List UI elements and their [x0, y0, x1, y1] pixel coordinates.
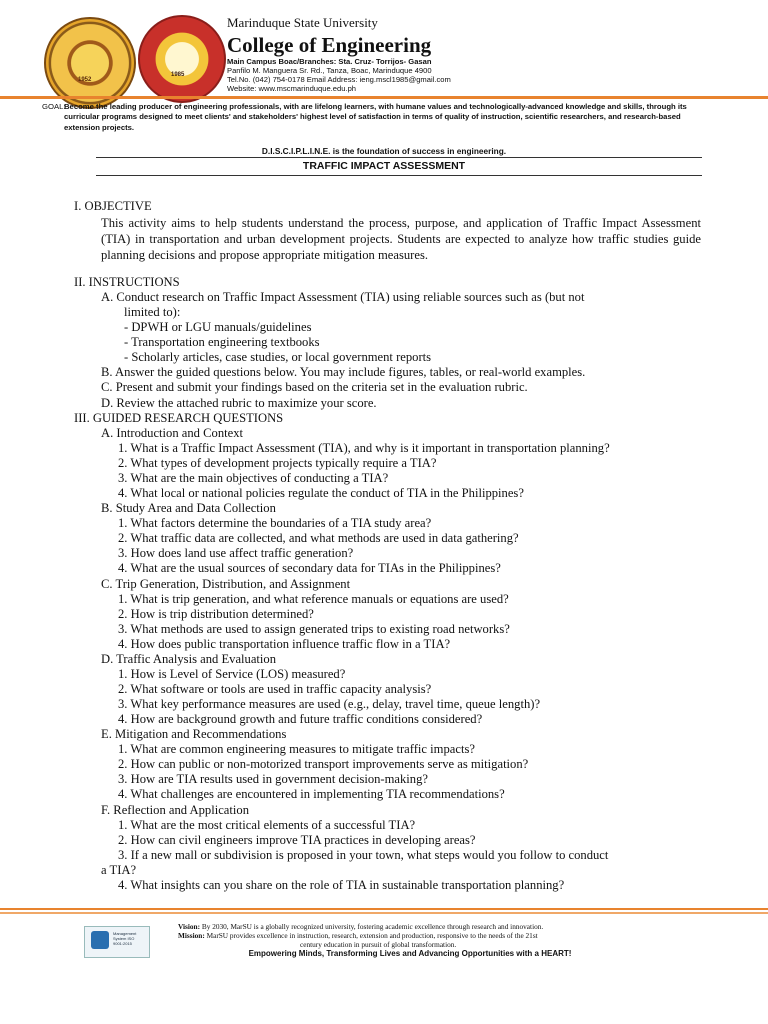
- source-item: - Scholarly articles, case studies, or local government reports: [124, 350, 432, 364]
- objective-text: This activity aims to help students understand the process, purpose, and application of Traffic Impact Assessment (TIA) in transportation and urban development projects. Students are expected to analyze how traffic studies guide planning decisions and propose appropriate mitigation measures.: [101, 216, 701, 262]
- question-item: 1. What is a Traffic Impact Assessment (TIA), and why is it important in transportation planning?: [118, 441, 610, 455]
- vision-label: Vision:: [178, 922, 201, 931]
- section-heading: C. Trip Generation, Distribution, and Assignment: [101, 577, 351, 591]
- question-item: 4. What insights can you share on the role of TIA in sustainable transportation planning?: [118, 878, 565, 892]
- instruction-c: C. Present and submit your findings based on the criteria set in the evaluation rubric.: [101, 380, 528, 394]
- question-item: 3. If a new mall or subdivision is proposed in your town, what steps would you follow to conduct: [118, 848, 609, 862]
- question-item: 4. How are background growth and future traffic conditions considered?: [118, 712, 483, 726]
- instructions-heading: II. INSTRUCTIONS: [74, 275, 180, 289]
- mission-text: MarSU provides excellence in instruction, research, extension and production, responsive to the needs of the 21st: [206, 931, 538, 940]
- question-item: 1. What factors determine the boundaries of a TIA study area?: [118, 516, 432, 530]
- source-item: - DPWH or LGU manuals/guidelines: [124, 320, 312, 334]
- instruction-d: D. Review the attached rubric to maximize your score.: [101, 396, 377, 410]
- footer-divider: [0, 908, 768, 910]
- title-rule-top: [96, 157, 702, 158]
- campus-line: Main Campus Boac/Branches: Sta. Cruz- Torrijos- Gasan: [227, 57, 432, 66]
- question-item: 1. What is trip generation, and what reference manuals or equations are used?: [118, 592, 509, 606]
- certification-text: Management System ISO 9001:2015: [113, 931, 137, 946]
- question-item: 4. What are the usual sources of secondary data for TIAs in the Philippines?: [118, 561, 501, 575]
- objective-heading: I. OBJECTIVE: [74, 199, 152, 213]
- footer-divider: [0, 912, 768, 914]
- question-item: 2. What traffic data are collected, and what methods are used in data gathering?: [118, 531, 519, 545]
- address-line: Panfilo M. Manguera Sr. Rd., Tanza, Boac, Marinduque 4900: [227, 66, 432, 75]
- iso-certification-badge: [84, 926, 150, 958]
- question-item: 3. How does land use affect traffic generation?: [118, 546, 354, 560]
- section-heading: A. Introduction and Context: [101, 426, 244, 440]
- question-item: 1. How is Level of Service (LOS) measured?: [118, 667, 346, 681]
- question-item: 3. What are the main objectives of conducting a TIA?: [118, 471, 389, 485]
- website-line: Website: www.mscmarinduque.edu.ph: [227, 84, 357, 93]
- question-item: 2. How can civil engineers improve TIA practices in developing areas?: [118, 833, 476, 847]
- mission-statement: [178, 931, 658, 940]
- section-heading: E. Mitigation and Recommendations: [101, 727, 287, 741]
- question-item: 3. How are TIA results used in government decision-making?: [118, 772, 428, 786]
- question-item: 4. What challenges are encountered in implementing TIA recommendations?: [118, 787, 505, 801]
- footer-tagline: Empowering Minds, Transforming Lives and Advancing Opportunities with a HEART!: [248, 949, 572, 958]
- title-rule-bottom: [96, 175, 702, 176]
- question-item: 3. What key performance measures are used (e.g., delay, travel time, queue length)?: [118, 697, 541, 711]
- section-heading: F. Reflection and Application: [101, 803, 249, 817]
- seal-year-label: 1952: [78, 77, 92, 83]
- question-item: 1. What are common engineering measures to mitigate traffic impacts?: [118, 742, 475, 756]
- header-divider: [0, 96, 768, 99]
- instruction-a-cont: limited to):: [124, 305, 181, 319]
- discipline-motto: D.I.S.C.I.P.L.I.N.E. is the foundation of success in engineering.: [261, 146, 507, 156]
- question-item: 3. What methods are used to assign generated trips to existing road networks?: [118, 622, 510, 636]
- college-seal: [138, 15, 226, 103]
- contact-line: Tel.No. (042) 754-0178 Email Address: ieng.mscl1985@gmail.com: [227, 75, 451, 84]
- goal-label: GOAL:: [42, 102, 66, 111]
- mission-statement-cont: century education in pursuit of global transformation.: [300, 940, 457, 949]
- vision-statement: [178, 922, 658, 931]
- question-item: 2. What software or tools are used in traffic capacity analysis?: [118, 682, 432, 696]
- section-heading: B. Study Area and Data Collection: [101, 501, 276, 515]
- instruction-a: A. Conduct research on Traffic Impact Assessment (TIA) using reliable sources such as (but not: [101, 290, 585, 304]
- document-title: TRAFFIC IMPACT ASSESSMENT: [302, 160, 466, 172]
- question-item: 4. What local or national policies regulate the conduct of TIA in the Philippines?: [118, 486, 524, 500]
- mission-label: Mission:: [178, 931, 205, 940]
- question-item: 1. What are the most critical elements of a successful TIA?: [118, 818, 416, 832]
- goal-text: Become the leading producer of engineering professionals, with are lifelong learners, with humane values and technologically-advanced knowledge and skills, through its curricular programs designed to meet clients' and stakeholders' highest level of satisfaction in terms of quality of instruction, scientific researchers, and research-based extension projects.: [64, 102, 687, 132]
- goal-statement: [42, 102, 710, 133]
- seal-year-label: 1985: [171, 72, 185, 78]
- source-item: - Transportation engineering textbooks: [124, 335, 320, 349]
- research-heading: III. GUIDED RESEARCH QUESTIONS: [74, 411, 284, 425]
- question-item: 4. How does public transportation influence traffic flow in a TIA?: [118, 637, 451, 651]
- instruction-b: B. Answer the guided questions below. You may include figures, tables, or real-world examples.: [101, 365, 586, 379]
- question-item: 2. How is trip distribution determined?: [118, 607, 314, 621]
- vision-text: By 2030, MarSU is a globally recognized university, fostering academic excellence through research and innovation.: [201, 922, 544, 931]
- university-name: Marinduque State University: [227, 15, 378, 30]
- question-item: 2. What types of development projects typically require a TIA?: [118, 456, 437, 470]
- question-item-cont: a TIA?: [101, 863, 137, 877]
- section-heading: D. Traffic Analysis and Evaluation: [101, 652, 277, 666]
- question-item: 2. How can public or non-motorized transport improvements serve as mitigation?: [118, 757, 529, 771]
- certification-logo-icon: [91, 931, 109, 949]
- college-name: College of Engineering: [227, 33, 432, 57]
